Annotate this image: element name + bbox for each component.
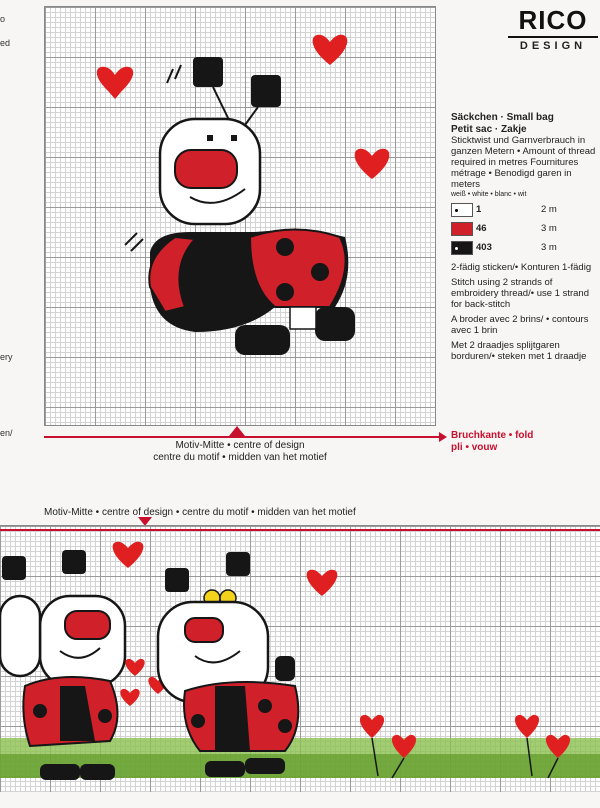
instruction-fr: A broder avec 2 brins/ • contours avec 1 brin	[451, 314, 589, 336]
fold-line	[44, 436, 439, 438]
product-title-2: Petit sac · Zakje	[451, 123, 527, 135]
color-swatch	[451, 222, 473, 236]
color-swatch	[451, 241, 473, 255]
ladybug-motif-bottom	[0, 526, 600, 792]
heart-icon	[307, 570, 338, 596]
left-page-fragment: o	[0, 14, 6, 24]
legend-row	[451, 239, 597, 256]
chart-grid-border	[0, 525, 600, 792]
left-page-fragment: ed	[0, 38, 11, 48]
instruction-de: 2-fädig sticken/• Konturen 1-fädig	[451, 262, 592, 273]
heart-icon	[125, 659, 144, 676]
thread-description: Sticktwist und Garnverbrauch in ganzen Metern • Amount of thread required in metres Fournitures métrage • Benodigd garen in meters	[451, 135, 596, 190]
legend-row	[451, 220, 597, 237]
info-panel	[451, 112, 597, 366]
motif-center-label-top: Motiv-Mitte • centre of design centre du motif • midden van het motief	[153, 440, 327, 463]
fold-line-bottom	[0, 529, 600, 531]
heart-icon	[515, 715, 539, 738]
stitch-instructions	[451, 262, 597, 362]
instruction-en: Stitch using 2 strands of embroidery thread/• use 1 strand for back-stitch	[451, 277, 589, 310]
color-swatch	[451, 203, 473, 217]
thread-code: 1	[476, 204, 482, 215]
product-title-1: Säckchen · Small bag	[451, 112, 554, 123]
brand-sub: DESIGN	[508, 36, 598, 52]
heart-icon	[355, 149, 390, 179]
chart-grid-small-bag	[44, 6, 436, 426]
thread-length: 3 m	[541, 223, 557, 234]
motif-center-label-bottom: Motiv-Mitte • centre of design • centre du motif • midden van het motief	[44, 507, 356, 518]
heart-icon	[360, 715, 384, 738]
thread-code: 46	[476, 223, 487, 234]
heart-icon	[313, 35, 348, 65]
thread-length: 3 m	[541, 242, 557, 253]
legend-row	[451, 201, 597, 218]
ladybug-motif-top	[45, 7, 435, 425]
fold-arrow-icon	[439, 432, 447, 442]
rico-design-logo	[508, 6, 598, 52]
heart-icon	[97, 67, 133, 97]
instruction-nl: Met 2 draadjes splijtgaren borduren/• steken met 1 draadje	[451, 340, 587, 362]
brand-name: RICO	[518, 5, 588, 35]
left-page-fragment: en/	[0, 428, 13, 438]
heart-icon	[120, 689, 139, 706]
fold-label: Bruchkante • fold pli • vouw	[451, 430, 534, 453]
center-marker-up-icon	[229, 426, 245, 436]
heart-icon	[113, 542, 144, 568]
thread-length: 2 m	[541, 204, 557, 215]
thread-code: 403	[476, 242, 492, 253]
color-header: weiß • white • blanc • wit	[451, 191, 527, 198]
left-page-fragment: ery	[0, 352, 13, 362]
